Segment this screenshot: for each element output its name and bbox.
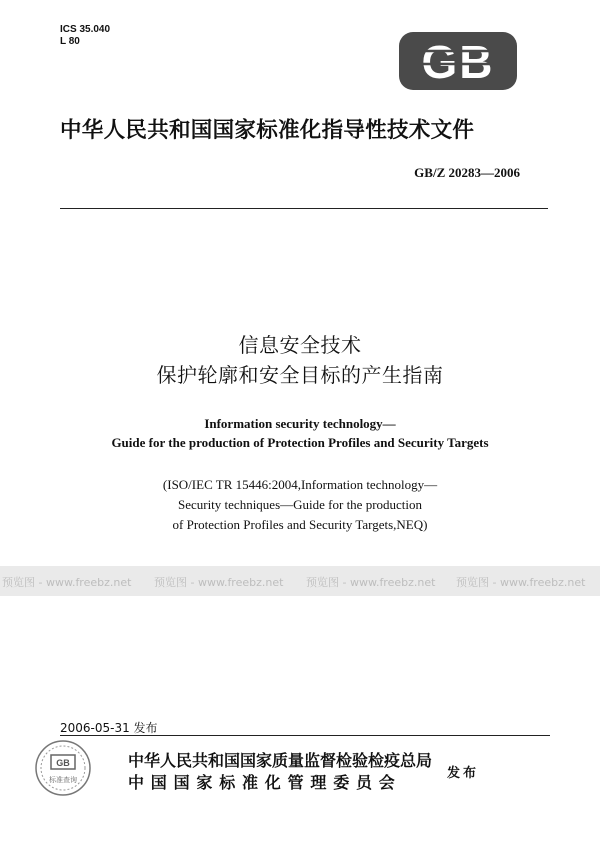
gb-logo: [398, 31, 518, 91]
english-title-line2: Guide for the production of Protection Profiles and Security Targets: [111, 435, 489, 450]
ccs-code: L 80: [60, 36, 80, 47]
query-seal-stamp: [33, 738, 93, 798]
english-title: [0, 414, 600, 452]
chinese-title-line1: 信息安全技术: [238, 333, 362, 357]
watermark-text: 预览图 - www.freebz.net: [456, 576, 586, 589]
classification-codes: [60, 24, 110, 48]
ics-code: ICS 35.040: [60, 24, 111, 35]
footer-divider: [60, 735, 550, 736]
issuing-authorities: [128, 750, 432, 794]
watermark-text: 预览图 - www.freebz.net: [306, 576, 436, 589]
watermark-text: 预览图 - www.freebz.net: [2, 576, 132, 589]
publish-label: 发布: [447, 766, 480, 781]
issuer-line1: 中华人民共和国国家质量监督检验检疫总局: [128, 751, 433, 770]
issue-date: 2006-05-31 发布: [60, 721, 158, 735]
watermark-text: 预览图 - www.freebz.net: [154, 576, 284, 589]
equivalent-standard: [0, 475, 600, 535]
svg-text:GB: GB: [56, 758, 70, 768]
gb-logo-text: GB: [421, 36, 495, 88]
equivalent-standard-line3: of Protection Profiles and Security Targets,NEQ): [172, 517, 428, 532]
english-title-line1: Information security technology—: [204, 416, 396, 431]
chinese-title: [0, 330, 600, 390]
issuer-line2: 中国国家标准化管理委员会: [128, 773, 402, 792]
document-type-heading: 中华人民共和国国家标准化指导性技术文件: [60, 118, 475, 143]
header-divider: [60, 208, 548, 209]
chinese-title-line2: 保护轮廓和安全目标的产生指南: [156, 363, 444, 387]
preview-watermark-band: [0, 566, 600, 596]
standard-number: GB/Z 20283—2006: [414, 165, 520, 180]
equivalent-standard-line2: Security techniques—Guide for the production: [177, 497, 423, 512]
equivalent-standard-line1: (ISO/IEC TR 15446:2004,Information technology—: [162, 477, 438, 492]
seal-text: 标准查询: [49, 776, 77, 784]
